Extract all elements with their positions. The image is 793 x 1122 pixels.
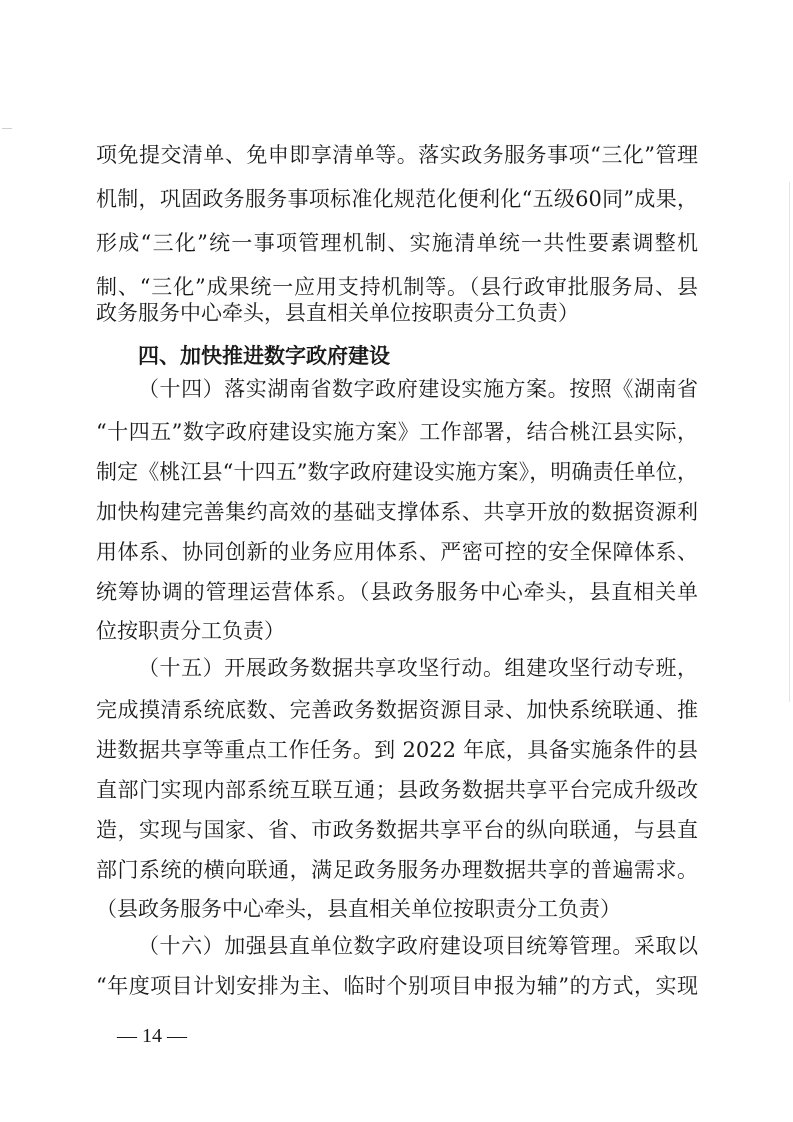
- text-line: 部门系统的横向联通，满足政务服务办理数据共享的普遍需求。: [96, 858, 698, 882]
- scan-mark: [2, 128, 12, 129]
- text-line: “年度项目计划安排为主、临时个别项目申报为辅”的方式，实现: [96, 974, 698, 998]
- section-heading: 四、加快推进数字政府建设: [138, 344, 390, 368]
- text-line: 用体系、协同创新的业务应用体系、严密可控的安全保障体系、: [96, 540, 698, 564]
- text-line: （县政务服务中心牵头，县直相关单位按职责分工负责）: [96, 897, 621, 921]
- page-number: — 14 —: [117, 1025, 187, 1047]
- text-line: 制定《桃江县“十四五”数字政府建设实施方案》，明确责任单位，: [96, 460, 698, 484]
- text-line: 制、“三化”成果统一应用支持机制等。（县行政审批服务局、县: [96, 275, 698, 299]
- text-line: 形成“三化”统一事项管理机制、实施清单统一共性要素调整机: [96, 231, 698, 255]
- text-line: 造，实现与国家、省、市政务数据共享平台的纵向联通，与县直: [96, 818, 698, 842]
- text-line: （十五）开展政务数据共享攻坚行动。组建攻坚行动专班，: [138, 656, 698, 680]
- text-line: （十六）加强县直单位数字政府建设项目统筹管理。采取以: [138, 934, 698, 958]
- text-line: 加快构建完善集约高效的基础支撑体系、共享开放的数据资源利: [96, 500, 698, 524]
- text-line: （十四）落实湖南省数字政府建设实施方案。按照《湖南省: [138, 377, 698, 401]
- scan-mark: [789, 182, 790, 702]
- text-line: 机制，巩固政务服务事项标准化规范化便利化“五级60同”成果，: [96, 187, 698, 211]
- text-line: 进数据共享等重点工作任务。到 2022 年底，具备实施条件的县: [96, 738, 698, 762]
- text-line: 统筹协调的管理运营体系。（县政务服务中心牵头，县直相关单: [96, 580, 698, 604]
- text-line: “十四五”数字政府建设实施方案》工作部署，结合桃江县实际，: [96, 420, 698, 444]
- text-line: 直部门实现内部系统互联互通；县政务数据共享平台完成升级改: [96, 778, 698, 802]
- text-line: 完成摸清系统底数、完善政务数据资源目录、加快系统联通、推: [96, 698, 698, 722]
- text-line: 位按职责分工负责）: [96, 619, 285, 643]
- text-line: 政务服务中心牵头，县直相关单位按职责分工负责）: [96, 301, 579, 325]
- text-line: 项免提交清单、免申即享清单等。落实政务服务事项“三化”管理: [96, 143, 698, 167]
